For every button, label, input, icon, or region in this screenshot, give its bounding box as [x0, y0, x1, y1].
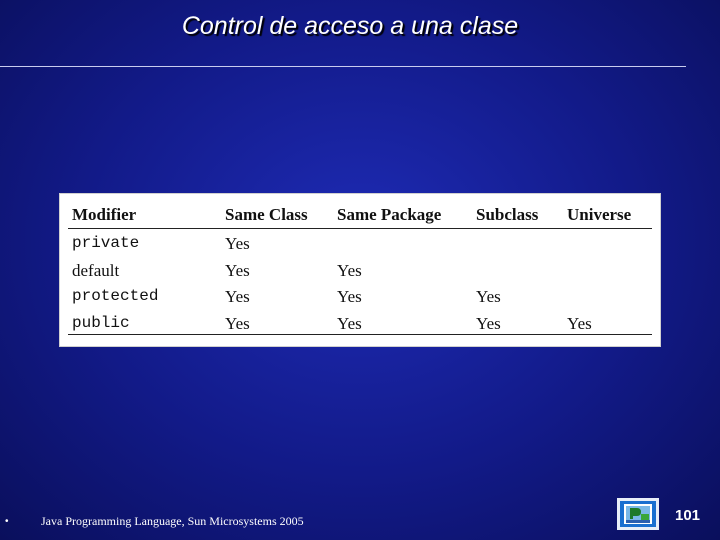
same-class-cell: Yes: [225, 287, 250, 306]
slide-title: Control de acceso a una clase: [181, 12, 519, 40]
footer-citation: Java Programming Language, Sun Microsystems 2005: [41, 514, 304, 528]
modifier-cell: public: [72, 314, 130, 332]
footer-bullet: •: [5, 516, 9, 527]
title-divider: [0, 66, 686, 67]
header-same-package: Same Package: [337, 205, 442, 224]
page-number: 101: [675, 507, 701, 524]
header-subclass: Subclass: [476, 205, 539, 224]
header-universe: Universe: [567, 205, 632, 224]
header-same-class: Same Class: [225, 205, 308, 224]
same-class-cell: Yes: [225, 261, 250, 280]
table-row: [60, 310, 660, 337]
access-table: [59, 193, 661, 347]
modifier-cell: protected: [72, 287, 159, 305]
table-row: [60, 230, 660, 257]
table-row: [60, 283, 660, 310]
modifier-cell: default: [72, 261, 120, 280]
same-package-cell: Yes: [337, 287, 362, 306]
subclass-cell: Yes: [476, 287, 501, 306]
header-divider: [68, 228, 652, 229]
same-class-cell: Yes: [225, 314, 250, 333]
same-package-cell: Yes: [337, 314, 362, 333]
table-row: [60, 257, 660, 284]
same-package-cell: Yes: [337, 261, 362, 280]
header-modifier: Modifier: [72, 205, 137, 224]
modifier-cell: private: [72, 234, 140, 252]
universe-cell: Yes: [567, 314, 592, 333]
same-class-cell: Yes: [225, 234, 250, 253]
presentation-logo-icon: [617, 498, 659, 530]
subclass-cell: Yes: [476, 314, 501, 333]
table-header-row: [60, 201, 660, 228]
